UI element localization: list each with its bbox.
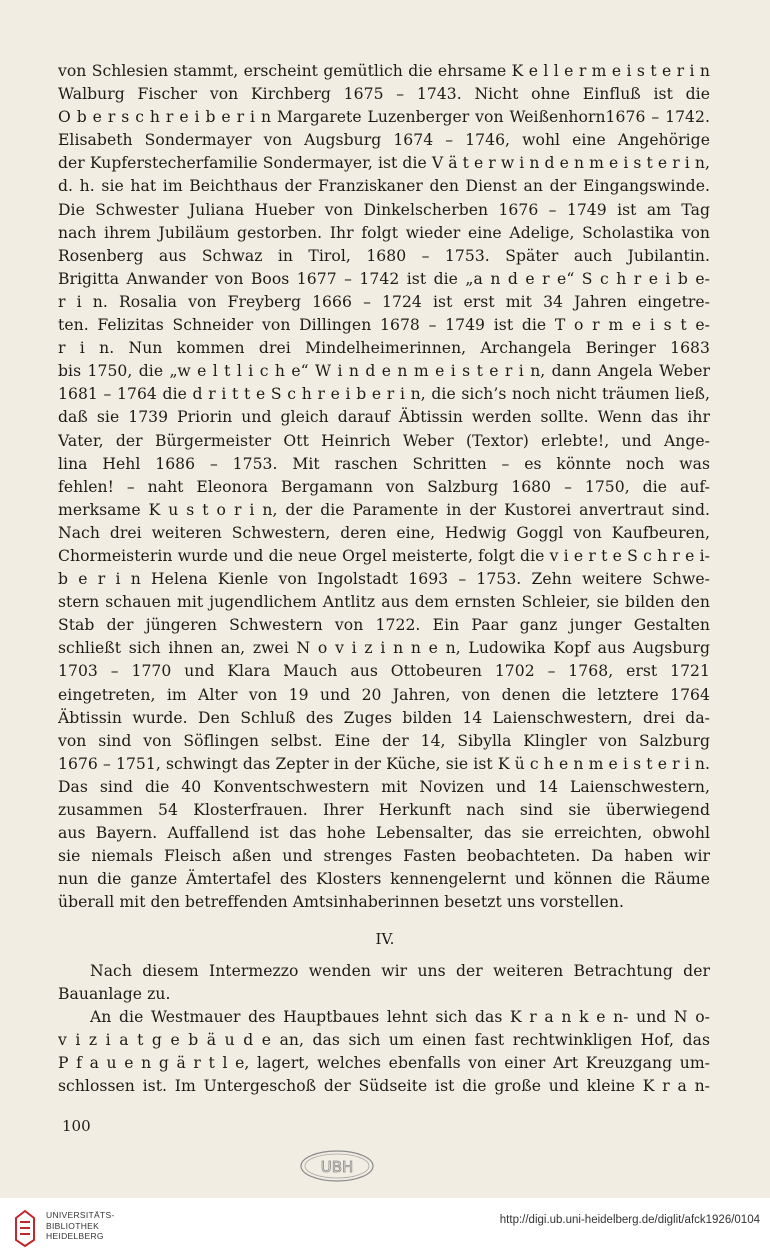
text-line: der Kupferstecherfamilie Sondermayer, ist die V ä t e r w i n d e n m e i s t e r i n, (58, 154, 710, 173)
text-line: Nach drei weiteren Schwestern, deren eine, Hedwig Goggl von Kaufbeuren, (58, 523, 710, 542)
text-line: Rosenberg aus Schwaz in Tirol, 1680 – 1753. Später auch Jubilantin. (58, 246, 710, 265)
text-line: Stab der jüngeren Schwestern von 1722. Ein Paar ganz junger Gestalten (58, 616, 710, 635)
library-name-line: HEIDELBERG (46, 1231, 104, 1241)
text-line: O b e r s c h r e i b e r i n Margarete Luzenberger von Weißenhorn1676 – 1742. (58, 108, 710, 127)
text-line: ten. Felizitas Schneider von Dillingen 1678 – 1749 ist die T o r m e i s t e- (58, 316, 710, 335)
text-line: P f a u e n g ä r t l e, lagert, welches ebenfalls von einer Art Kreuzgang um- (58, 1054, 710, 1073)
text-line: Brigitta Anwander von Boos 1677 – 1742 ist die „a n d e r e“ S c h r e i b e- (58, 269, 710, 288)
text-line: d. h. sie hat im Beichthaus der Franziskaner den Dienst an der Eingangswinde. (58, 177, 710, 196)
text-line: bis 1750, die „w e l t l i c h e“ W i n d e n m e i s t e r i n, dann Angela Weber (58, 362, 710, 381)
text-line: Bauanlage zu. (58, 985, 171, 1004)
text-line: von Schlesien stammt, erscheint gemütlich die ehrsame K e l l e r m e i s t e r i n (58, 62, 710, 80)
library-name (46, 1210, 115, 1242)
text-line: Walburg Fischer von Kirchberg 1675 – 1743. Nicht ohne Einfluß ist die (58, 85, 710, 104)
library-name-line: BIBLIOTHEK (46, 1220, 100, 1231)
section-number: IV. (375, 930, 395, 948)
university-library-logo-icon[interactable] (10, 1208, 40, 1248)
text-line: von sind von Söflingen selbst. Eine der 14, Sibylla Klingler von Salzburg (58, 731, 710, 750)
text-line: schlossen ist. Im Untergeschoß der Südseite ist die große und kleine K r a n- (58, 1077, 710, 1096)
text-line: 1676 – 1751, schwingt das Zepter in der Küche, sie ist K ü c h e n m e i s t e r i n. (58, 754, 710, 773)
text-line: zusammen 54 Klosterfrauen. Ihrer Herkunft nach sind sie überwiegend (58, 801, 710, 819)
text-line: Äbtissin wurde. Den Schluß des Zuges bilden 14 Laienschwestern, drei da- (58, 708, 710, 727)
text-line: lina Hehl 1686 – 1753. Mit raschen Schritten – es könnte noch was (58, 454, 710, 473)
text-line: Nach diesem Intermezzo wenden wir uns der weiteren Betrachtung der (90, 962, 710, 980)
text-line: fehlen! – naht Eleonora Bergamann von Salzburg 1680 – 1750, die auf- (58, 477, 710, 496)
permalink-url[interactable]: http://digi.ub.uni-heidelberg.de/diglit/afck1926/0104 (499, 1214, 760, 1226)
text-line: Chormeisterin wurde und die neue Orgel meisterte, folgt die v i e r t e S c h r e i- (58, 546, 710, 565)
text-line: b e r i n Helena Kienle von Ingolstadt 1693 – 1753. Zehn weitere Schwe- (58, 570, 710, 589)
text-line: Elisabeth Sondermayer von Augsburg 1674 – 1746, wohl eine Angehörige (58, 131, 710, 150)
viewer-footer (0, 1198, 770, 1260)
text-line: daß sie 1739 Priorin und gleich darauf Äbtissin werden sollte. Wenn das ihr (58, 408, 710, 427)
text-line: An die Westmauer des Hauptbaues lehnt sich das K r a n k e n- und N o- (90, 1008, 710, 1027)
text-line: eingetreten, im Alter von 19 und 20 Jahren, von denen die letztere 1764 (58, 685, 710, 704)
text-line: 1703 – 1770 und Klara Mauch aus Ottobeuren 1702 – 1768, erst 1721 (58, 662, 710, 681)
text-line: r i n. Nun kommen drei Mindelheimerinnen, Archangela Beringer 1683 (58, 339, 710, 358)
stamp-label: UBH (320, 1158, 354, 1176)
text-line: nach ihrem Jubiläum gestorben. Ihr folgt wieder eine Adelige, Scholastika von (58, 223, 710, 242)
text-line: Die Schwester Juliana Hueber von Dinkelscherben 1676 – 1749 ist am Tag (58, 200, 710, 219)
text-line: schließt sich ihnen an, zwei N o v i z i n n e n, Ludowika Kopf aus Augsburg (58, 639, 710, 658)
text-line: nun die ganze Ämtertafel des Klosters kennengelernt und können die Räume (58, 870, 710, 889)
text-line: r i n. Rosalia von Freyberg 1666 – 1724 ist erst mit 34 Jahren eingetre- (58, 292, 710, 311)
text-line: Das sind die 40 Konventschwestern mit Novizen und 14 Laienschwestern, (58, 777, 710, 796)
library-stamp-icon (298, 1148, 376, 1184)
text-line: 1681 – 1764 die d r i t t e S c h r e i b e r i n, die sich’s noch nicht träumen ließ, (58, 385, 710, 404)
text-line: sie niemals Fleisch aßen und strenges Fasten beobachteten. Da haben wir (58, 847, 710, 866)
main-text-block (58, 60, 710, 914)
page-number: 100 (62, 1117, 91, 1135)
section-text-block (58, 960, 710, 1099)
text-line: merksame K u s t o r i n, der die Paramente in der Kustorei anvertraut sind. (58, 500, 710, 519)
text-line: aus Bayern. Auffallend ist das hohe Lebensalter, das sie erreichten, obwohl (58, 824, 710, 843)
text-line: überall mit den betreffenden Amtsinhaberinnen besetzt uns vorstellen. (58, 893, 624, 912)
text-line: Vater, der Bürgermeister Ott Heinrich Weber (Textor) erlebte!, und Ange- (58, 431, 710, 450)
text-line: v i z i a t g e b ä u d e an, das sich um einen fast rechtwinkligen Hof, das (58, 1031, 710, 1050)
text-line: stern schauen mit jugendlichem Antlitz aus dem ernsten Schleier, sie bilden den (58, 593, 710, 612)
library-name-line: UNIVERSITÄTS- (46, 1210, 115, 1220)
